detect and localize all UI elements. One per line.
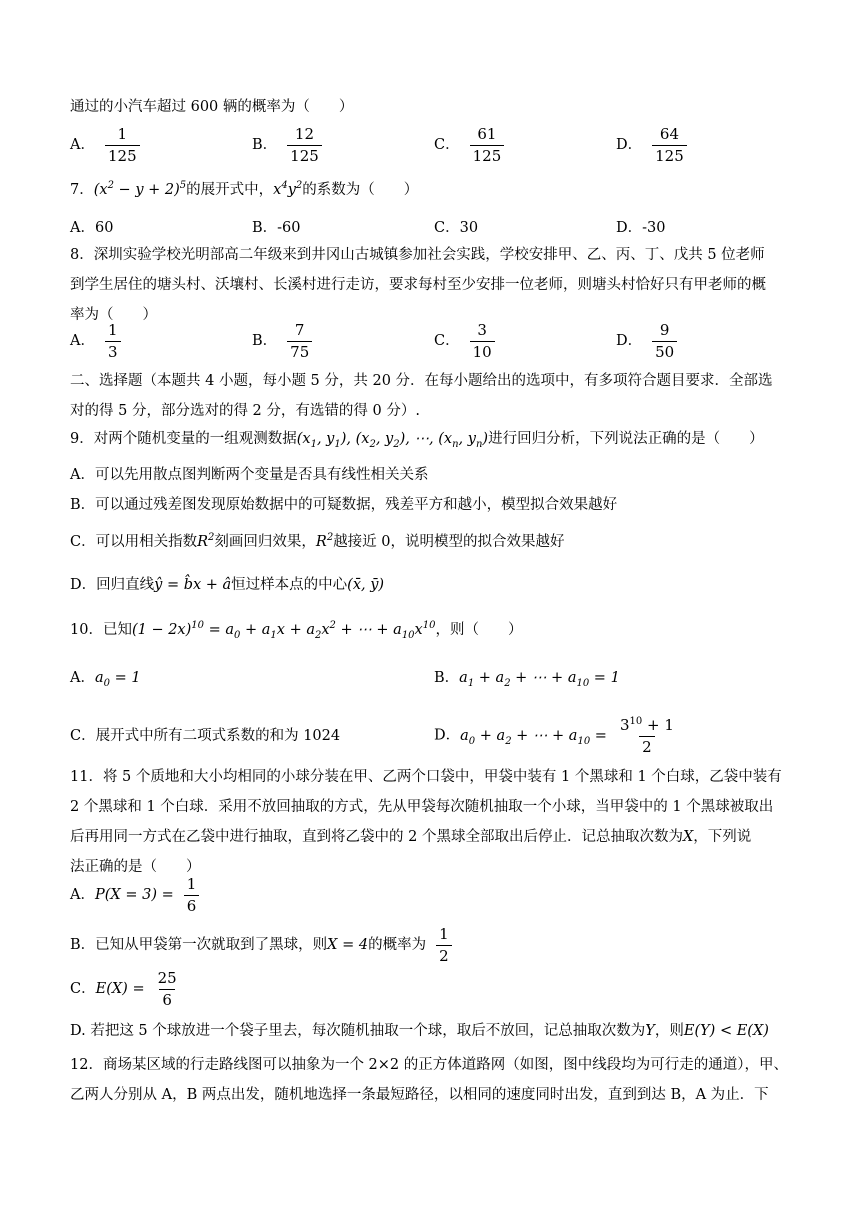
q10-b-formula: $a_1 + a_2$ + ⋯ + $a_{10} = 1$	[459, 670, 620, 689]
q8-stem: 8．深圳实验学校光明部高二年级来到井冈山古城镇参加社会实践，学校安排甲、乙、丙、丁、戊共 5 位老师 到学生居住的塘头村、沃壤村、长溪村进行走访，要求每村至少安排一位老师，则塘头村恰好只有甲老师的概 率为（ ）	[70, 247, 766, 323]
q10-expansion-formula: $(1 - 2x)^{10} = a_0 + a_1x + a_2x^2$ + ⋯ + $a_{10}x^{10}$	[131, 620, 436, 641]
q11-option-c: C．E(X) = $\frac{25}{6}$	[70, 969, 177, 1009]
q9-r-squared-2: $R^2$	[315, 532, 334, 550]
q8-option-b: B． $\frac{7}{75}$	[252, 322, 312, 360]
q9-r-squared: $R^2$	[197, 532, 215, 550]
q9-regression-line: ŷ = b̂x + â	[154, 577, 232, 593]
q7-binomial-formula: $(x^2 - y + 2)^5$	[93, 180, 187, 198]
q9-stem: 9．对两个随机变量的一组观测数据($x_1$, $y_1$), ($x_2$, $y_2$), ⋯, ($x_n$, $y_n$)进行回归分析，下列说法正确的是（ ）	[70, 431, 764, 450]
q9-center-point: (x̄, ȳ)	[347, 577, 385, 593]
q11-variable-x: X	[682, 829, 694, 845]
q7-option-a: A．60	[70, 220, 114, 236]
q10-option-c: C．展开式中所有二项式系数的和为 1024	[70, 728, 341, 744]
q7-term-formula: $x^4y^2$	[273, 180, 303, 198]
q7-stem: 7．$(x^2 - y + 2)^5$的展开式中，$x^4y^2$的系数为（ ）	[70, 180, 419, 198]
q6-option-b: B． $\frac{12}{125}$	[252, 126, 322, 164]
section-two-heading: 二、选择题（本题共 4 小题，每小题 5 分，共 20 分．在每小题给出的选项中，有多项符合题目要求．全部选 对的得 5 分，部分选对的得 2 分，有选错的得 0 分）.	[70, 373, 773, 419]
q12-stem: 12．商场某区域的行走路线图可以抽象为一个 2×2 的正方体道路网（如图，图中线段均为可行走的通道），甲、 乙两人分别从 A，B 两点出发，随机地选择一条最短路径，以相同的速度同时出发，直到到达 B，A 为止．下	[70, 1057, 789, 1103]
q9-option-d: D．回归直线ŷ = b̂x + â恒过样本点的中心(x̄, ȳ)	[70, 577, 385, 593]
q10-a-formula: $a_0 = 1$	[94, 670, 141, 689]
q6-option-d: D． $\frac{64}{125}$	[616, 126, 687, 164]
q10-option-d: D．$a_0 + a_2$ + ⋯ + $a_{10}$ = $\frac{3^{10} + 1}{2}$	[434, 716, 674, 756]
q9-option-c: C．可以用相关指数$R^2$刻画回归效果，$R^2$越接近 0，说明模型的拟合效果越好	[70, 532, 565, 550]
q8-option-a: A． $\frac{1}{3}$	[70, 322, 121, 360]
q10-stem: 10．已知$(1 - 2x)^{10} = a_0 + a_1x + a_2x^2$ + ⋯ + $a_{10}x^{10}$，则（ ）	[70, 620, 523, 641]
q10-d-formula: $a_0 + a_2$ + ⋯ + $a_{10}$ =	[460, 727, 607, 747]
q8-option-c: C． $\frac{3}{10}$	[434, 322, 495, 360]
q11-stem: 11．将 5 个质地和大小均相同的小球分装在甲、乙两个口袋中，甲袋中装有 1 个黑球和 1 个白球，乙袋中装有 2 个黑球和 1 个白球．采用不放回抽取的方式，先从甲袋每次随机抽取一个小球，当甲袋中的 1 个黑球被取出 后再用同一方式在乙袋中进行抽取，直到将乙袋中的 2 个黑球全部取出后停止．记总抽取次数为X，下列说 法正确的是（ ）	[70, 769, 782, 875]
q11-option-b: B．已知从甲袋第一次就取到了黑球，则X = 4的概率为 $\frac{1}{2}$	[70, 926, 452, 964]
q6-option-c: C． $\frac{61}{125}$	[434, 126, 504, 164]
q9-data-formula: ($x_1$, $y_1$), ($x_2$, $y_2$), ⋯, ($x_n$, $y_n$)	[296, 431, 489, 450]
q9-option-b: B．可以通过残差图发现原始数据中的可疑数据，残差平方和越小，模型拟合效果越好	[70, 497, 618, 513]
q6-tail: 通过的小汽车超过 600 辆的概率为（ ）	[70, 99, 354, 115]
q7-option-b: B．-60	[252, 220, 301, 236]
q9-option-a: A．可以先用散点图判断两个变量是否具有线性相关关系	[70, 467, 429, 483]
q6-option-a: A． $\frac{1}{125}$	[70, 126, 140, 164]
q11-option-d: D. 若把这 5 个球放进一个袋子里去，每次随机抽取一个球，取后不放回，记总抽取次数为Y，则E(Y) < E(X)	[70, 1023, 769, 1039]
q11-option-a: A．P(X = 3) = $\frac{1}{6}$	[70, 876, 199, 914]
q10-option-b: B．$a_1 + a_2$ + ⋯ + $a_{10} = 1$	[434, 670, 620, 689]
q7-option-c: C．30	[434, 220, 479, 236]
q8-option-d: D． $\frac{9}{50}$	[616, 322, 677, 360]
q7-option-d: D．-30	[616, 220, 666, 236]
q10-option-a: A．$a_0 = 1$	[70, 670, 141, 689]
